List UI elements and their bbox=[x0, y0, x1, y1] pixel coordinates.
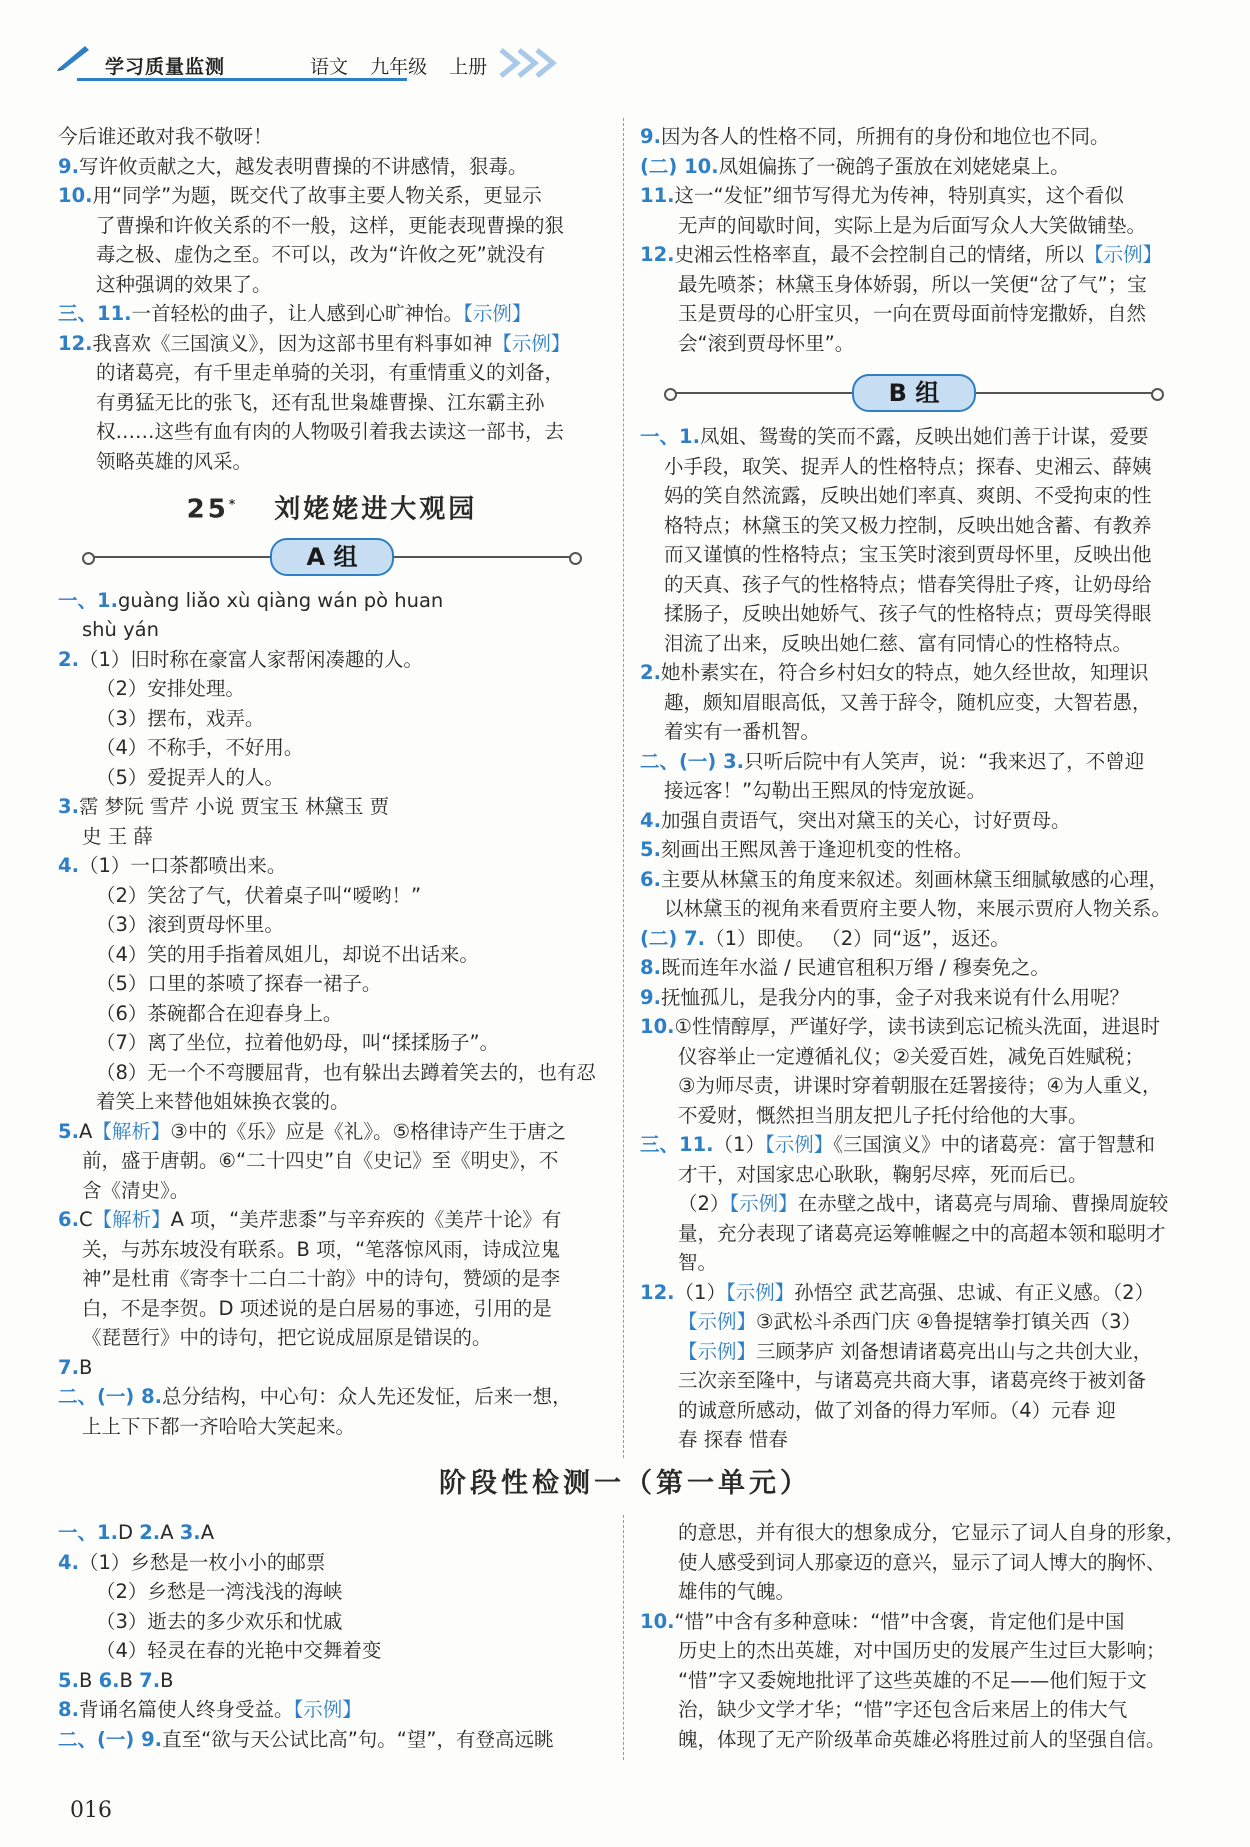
answer-text: 趣，颇知眉眼高低，又善于辞令，随机应变，大智若愚， bbox=[664, 690, 1152, 714]
answer-text: 一首轻松的曲子，让人感到心旷神怡。 bbox=[131, 302, 464, 325]
answer-tag: 【示例】 bbox=[293, 1698, 362, 1721]
answer-tag: 【示例】 bbox=[729, 1192, 798, 1215]
answer-text: （4）笑的用手指着凤姐儿，却说不出话来。 bbox=[96, 942, 479, 966]
question-number: 6. bbox=[98, 1668, 120, 1692]
answer-line bbox=[58, 615, 606, 645]
answer-line bbox=[58, 999, 606, 1029]
answer-text: 总分结构，中心句：众人先还发怔，后来一想， bbox=[162, 1385, 572, 1409]
answer-text: （3）摆布，戏弄。 bbox=[96, 706, 265, 730]
answer-line bbox=[58, 1176, 606, 1206]
question-number: 9. bbox=[58, 154, 79, 178]
question-number: 12. bbox=[640, 1280, 675, 1304]
question-number: 二、(一) 9. bbox=[58, 1727, 163, 1751]
answer-line bbox=[640, 1425, 1188, 1455]
answer-tag: 【示例】 bbox=[1084, 243, 1163, 266]
answer-text: （1）旧时称在豪富人家帮闲凑趣的人。 bbox=[78, 647, 423, 671]
answer-text: 凤姐偏拣了一碗鸽子蛋放在刘姥姥桌上。 bbox=[718, 154, 1070, 178]
answer-text: （1） bbox=[713, 1133, 765, 1156]
answer-line bbox=[58, 704, 606, 734]
answer-line bbox=[58, 1548, 606, 1578]
question-number: 7. bbox=[58, 1355, 79, 1379]
answer-text: 了曹操和许攸关系的不一般，这样，更能表现曹操的狠 bbox=[96, 213, 565, 237]
answer-line bbox=[58, 1205, 606, 1235]
answer-line bbox=[640, 481, 1188, 511]
answer-line bbox=[640, 629, 1188, 659]
answer-line bbox=[640, 1101, 1188, 1131]
answer-text: 不爱财，慨然担当朋友把儿子托付给他的大事。 bbox=[678, 1103, 1088, 1127]
answer-text: D bbox=[117, 1521, 140, 1544]
answer-text: 史湘云性格率直，最不会控制自己的情绪，所以 bbox=[674, 243, 1085, 266]
answer-line bbox=[58, 211, 606, 241]
answer-line bbox=[58, 240, 606, 270]
answer-text: 会“滚到贾母怀里”。 bbox=[678, 331, 855, 355]
question-number: 2. bbox=[139, 1521, 161, 1544]
right-column bbox=[640, 122, 1188, 1455]
answer-list-group-b bbox=[640, 422, 1188, 1455]
question-number: 4. bbox=[58, 1550, 79, 1574]
group-b-label: B 组 bbox=[852, 374, 976, 412]
answer-line bbox=[58, 152, 606, 182]
question-number: 3. bbox=[179, 1521, 201, 1544]
answer-tag: 【示例】 bbox=[764, 1133, 834, 1156]
answer-line bbox=[640, 1307, 1188, 1337]
question-number: 9. bbox=[640, 985, 661, 1009]
answer-text: 三顾茅庐 刘备想请诸葛亮出山与之共创大业， bbox=[756, 1339, 1153, 1363]
answer-line bbox=[640, 658, 1188, 688]
answer-text: ③中的《乐》应是《礼》。⑤格律诗产生于唐之 bbox=[170, 1119, 567, 1143]
answer-line bbox=[58, 447, 606, 477]
answer-line bbox=[640, 1130, 1188, 1160]
answer-text: ①性情醇厚，严谨好学，读书读到忘记梳头洗面，进退时 bbox=[674, 1015, 1161, 1038]
answer-text: 主要从林黛玉的角度来叙述。刻画林黛玉细腻敏感的心理， bbox=[660, 867, 1168, 891]
answer-text: （1）一口茶都喷出来。 bbox=[78, 854, 287, 878]
answer-line bbox=[58, 1235, 606, 1265]
header-title: 学习质量监测 bbox=[105, 56, 226, 78]
answer-text: 才干，对国家忠心耿耿，鞠躬尽瘁，死而后已。 bbox=[678, 1162, 1088, 1186]
question-number: 二、(一) 3. bbox=[640, 749, 745, 773]
answer-line bbox=[58, 733, 606, 763]
answer-line bbox=[640, 1518, 1188, 1548]
answer-line bbox=[640, 152, 1188, 182]
answer-line bbox=[58, 1146, 606, 1176]
answer-text: 凤姐、鸳鸯的笑而不露，反映出她们善于计谋，爱要 bbox=[699, 425, 1149, 448]
answer-text: 最先喷茶；林黛玉身体娇弱，所以一笑便“岔了气”；宝 bbox=[678, 272, 1147, 296]
answer-text: 霑 梦阮 雪芹 小说 贾宝玉 林黛玉 贾 bbox=[78, 795, 390, 819]
answer-text: 智。 bbox=[678, 1251, 718, 1274]
answer-tag: 【示例】 bbox=[678, 1310, 757, 1333]
answer-line bbox=[640, 1577, 1188, 1607]
answer-text: 以林黛玉的视角来看贾府主要人物，来展示贾府人物关系。 bbox=[664, 897, 1172, 920]
answer-text: B bbox=[160, 1668, 174, 1692]
answer-list-stage-right bbox=[640, 1518, 1188, 1754]
answer-text: 着实有一番机智。 bbox=[664, 720, 821, 743]
answer-text: 写许攸贡献之大，越发表明曹操的不讲感情，狠毒。 bbox=[78, 154, 528, 178]
answer-line bbox=[640, 1278, 1188, 1308]
answer-line bbox=[640, 240, 1188, 270]
answer-line bbox=[640, 329, 1188, 359]
answer-text: 白，不是李贺。D 项述说的是白居易的事迹，引用的是 bbox=[82, 1296, 552, 1320]
question-number: 7. bbox=[139, 1668, 161, 1692]
answer-text: 的诸葛亮，有千里走单骑的关羽，有重情重义的刘备， bbox=[96, 361, 565, 384]
answer-line bbox=[640, 1695, 1188, 1725]
answer-text: 小手段，取笑、捉弄人的性格特点；探春、史湘云、薛姨 bbox=[664, 454, 1152, 478]
answer-line bbox=[58, 645, 606, 675]
answer-list-right-top bbox=[640, 122, 1188, 358]
answer-line bbox=[58, 969, 606, 999]
lesson-number: 25 bbox=[186, 494, 229, 525]
answer-line bbox=[640, 452, 1188, 482]
stage-test-title: 阶段性检测一（第一单元） bbox=[439, 1468, 811, 1499]
page-number: 016 bbox=[70, 1798, 112, 1823]
answer-text: ③武松斗杀西门庆 ④鲁提辖拳打镇关西（3） bbox=[756, 1310, 1142, 1333]
question-number: (二) 10. bbox=[640, 154, 719, 178]
answer-text: 这一“发怔”细节写得尤为传神，特别真实，这个看似 bbox=[674, 184, 1124, 207]
answer-text: 接远客！”勾勒出王熙凤的恃宠放诞。 bbox=[664, 779, 987, 802]
answer-text: 治，缺少文学才华；“惜”字还包含后来居上的伟大气 bbox=[678, 1698, 1128, 1721]
answer-text: 《琵琶行》中的诗句，把它说成屈原是错误的。 bbox=[82, 1326, 492, 1350]
answer-line bbox=[640, 865, 1188, 895]
answer-line bbox=[58, 1058, 606, 1088]
question-number: 一、1. bbox=[640, 425, 700, 448]
answer-line bbox=[58, 1294, 606, 1324]
answer-text: 雄伟的气魄。 bbox=[678, 1580, 796, 1603]
answer-line bbox=[640, 1725, 1188, 1755]
answer-text: 今后谁还敢对我不敬呀！ bbox=[58, 125, 273, 148]
answer-text: “惜”字又委婉地批评了这些英雄的不足——他们短于文 bbox=[678, 1668, 1147, 1692]
answer-text: 使人感受到词人那豪迈的意兴，显示了词人博大的胸怀、 bbox=[678, 1550, 1166, 1574]
answer-text: （7）离了坐位，拉着他奶母，叫“揉揉肠子”。 bbox=[96, 1031, 500, 1055]
answer-line bbox=[58, 299, 606, 329]
question-number: 6. bbox=[640, 867, 661, 891]
answer-line bbox=[58, 181, 606, 211]
answer-text: （3）逝去的多少欢乐和忧戚 bbox=[96, 1609, 343, 1633]
question-number: 二、(一) 8. bbox=[58, 1385, 163, 1409]
answer-line bbox=[640, 1189, 1188, 1219]
question-number: 12. bbox=[58, 331, 93, 355]
answer-line bbox=[640, 983, 1188, 1013]
answer-text: 权……这些有血有肉的人物吸引着我去读这一部书，去 bbox=[96, 420, 565, 443]
answer-text: B bbox=[119, 1668, 140, 1692]
answer-line bbox=[58, 851, 606, 881]
answer-line bbox=[58, 674, 606, 704]
answer-text: 上上下下都一齐哈哈大笑起来。 bbox=[82, 1414, 356, 1438]
answer-line bbox=[640, 211, 1188, 241]
answer-line bbox=[58, 122, 606, 152]
question-number: 11. bbox=[640, 184, 675, 207]
answer-line bbox=[640, 1071, 1188, 1101]
answer-text: 格特点；林黛玉的笑又极力控制，反映出她含蓄、有教养 bbox=[664, 513, 1152, 537]
answer-text: 含《清史》。 bbox=[82, 1178, 190, 1202]
answer-line bbox=[640, 1366, 1188, 1396]
answer-text: A bbox=[78, 1119, 93, 1143]
answer-text: A bbox=[200, 1521, 215, 1544]
answer-line bbox=[640, 1248, 1188, 1278]
answer-text: （1）乡愁是一枚小小的邮票 bbox=[78, 1550, 326, 1574]
answer-text: 刻画出王熙凤善于逢迎机变的性格。 bbox=[660, 838, 973, 861]
answer-text: 的天真、孩子气的性格特点；惜春笑得肚子疼，让奶母给 bbox=[664, 572, 1152, 596]
answer-text: （4）轻灵在春的光艳中交舞着变 bbox=[96, 1639, 382, 1662]
question-number: 12. bbox=[640, 243, 675, 266]
answer-line bbox=[58, 1725, 606, 1755]
answer-text: 无声的间歇时间，实际上是为后面写众人大笑做铺垫。 bbox=[678, 213, 1147, 237]
answer-line bbox=[640, 953, 1188, 983]
answer-text: 泪流了出来，反映出她仁慈、富有同情心的性格特点。 bbox=[664, 631, 1133, 655]
question-number: 一、1. bbox=[58, 1521, 118, 1544]
answer-text: B bbox=[78, 1668, 99, 1692]
answer-line bbox=[640, 540, 1188, 570]
column-divider bbox=[623, 1515, 624, 1760]
answer-line bbox=[58, 940, 606, 970]
answer-text: shù yán bbox=[82, 618, 159, 642]
answer-text: 只听后院中有人笑声，说：“我来迟了，不曾迎 bbox=[744, 749, 1145, 773]
question-number: 2. bbox=[640, 661, 661, 684]
question-number: 5. bbox=[58, 1119, 79, 1143]
answer-text: 仪容举止一定遵循礼仪；②关爱百姓，减免百姓赋税； bbox=[678, 1044, 1144, 1068]
answer-text: （3）滚到贾母怀里。 bbox=[96, 913, 284, 937]
question-number: 5. bbox=[640, 838, 661, 861]
answer-line bbox=[58, 1636, 606, 1666]
answer-text: A bbox=[160, 1521, 180, 1544]
answer-line bbox=[640, 1666, 1188, 1696]
question-number: 8. bbox=[640, 956, 661, 979]
answer-line bbox=[640, 717, 1188, 747]
answer-tag: 【解析】 bbox=[92, 1208, 171, 1232]
question-number: 2. bbox=[58, 647, 79, 671]
answer-text: 因为各人的性格不同，所拥有的身份和地位也不同。 bbox=[660, 125, 1110, 148]
answer-list-group-a bbox=[58, 586, 606, 1442]
answer-line bbox=[640, 511, 1188, 541]
answer-text: 毒之极、虚伪之至。不可以，改为“许攸之死”就没有 bbox=[96, 243, 546, 266]
answer-text: 我喜欢《三国演义》，因为这部书里有料事如神 bbox=[92, 331, 493, 355]
answer-text: 抚恤孤儿，是我分内的事，金子对我来说有什么用呢？ bbox=[660, 985, 1129, 1009]
group-a-label: A 组 bbox=[270, 538, 394, 576]
answer-line bbox=[640, 1012, 1188, 1042]
answer-text: （8）无一个不弯腰屈背，也有躲出去蹲着笑去的，也有忍 bbox=[96, 1060, 596, 1084]
answer-line bbox=[58, 388, 606, 418]
page-header bbox=[55, 40, 525, 80]
answer-tag: 【示例】 bbox=[678, 1339, 757, 1363]
answer-line bbox=[640, 747, 1188, 777]
answer-line bbox=[58, 1087, 606, 1117]
answer-text: 的意思，并有很大的想象成分，它显示了词人自身的形象， bbox=[678, 1521, 1186, 1544]
answer-line bbox=[640, 599, 1188, 629]
question-number: 4. bbox=[640, 808, 661, 832]
answer-text: 神”是杜甫《寄李十二白二十韵》中的诗句，赞颂的是李 bbox=[82, 1267, 561, 1291]
answer-line bbox=[640, 299, 1188, 329]
answer-text: 的诚意所感动，做了刘备的得力军师。（4）元春 迎 bbox=[678, 1398, 1116, 1422]
answer-text: 背诵名篇使人终身受益。 bbox=[78, 1698, 294, 1721]
answer-line bbox=[640, 688, 1188, 718]
answer-text: 领略英雄的风采。 bbox=[96, 449, 253, 473]
answer-text: 关，与苏东坡没有联系。B 项，“笔落惊风雨，诗成泣鬼 bbox=[82, 1237, 561, 1261]
question-number: 三、11. bbox=[640, 1133, 714, 1156]
answer-text: 而又谨慎的性格特点；宝玉笑时滚到贾母怀里，反映出他 bbox=[664, 543, 1152, 566]
answer-text: （1） bbox=[674, 1280, 726, 1304]
answer-line bbox=[640, 1548, 1188, 1578]
answer-line bbox=[640, 894, 1188, 924]
lesson-mark: * bbox=[228, 497, 239, 511]
question-number: 9. bbox=[640, 125, 661, 148]
answer-line bbox=[640, 270, 1188, 300]
answer-text: A 项，“美芹悲黍”与辛弃疾的《美芹十论》有 bbox=[170, 1208, 562, 1232]
answer-text: （4）不称手，不好用。 bbox=[96, 736, 304, 760]
answer-text: 史 王 薛 bbox=[82, 824, 153, 848]
answer-line bbox=[58, 792, 606, 822]
answer-text: 三次亲至隆中，与诸葛亮共商大事，诸葛亮终于被刘备 bbox=[678, 1369, 1147, 1392]
answer-text: 直至“欲与天公试比高”句。“望”，有登高远眺 bbox=[162, 1727, 554, 1751]
answer-text: 着笑上来替他姐妹换衣裳的。 bbox=[96, 1090, 350, 1114]
answer-line bbox=[640, 1337, 1188, 1367]
question-number: 5. bbox=[58, 1668, 79, 1692]
answer-line bbox=[58, 417, 606, 447]
question-number: 10. bbox=[58, 184, 93, 207]
answer-text: 加强自责语气，突出对黛玉的关心，讨好贾母。 bbox=[660, 808, 1071, 832]
answer-text: 历史上的杰出英雄，对中国历史的发展产生过巨大影响； bbox=[678, 1639, 1166, 1662]
answer-line bbox=[58, 1028, 606, 1058]
answer-text: B bbox=[78, 1355, 93, 1379]
group-a-banner bbox=[58, 536, 606, 578]
answer-line bbox=[640, 776, 1188, 806]
answer-text: （2）笑岔了气，伏着桌子叫“嗳哟！” bbox=[96, 883, 422, 907]
answer-text: （2）安排处理。 bbox=[96, 677, 245, 701]
answer-line bbox=[58, 1577, 606, 1607]
answer-text: 揉肠子，反映出她娇气、孩子气的性格特点；贾母笑得眼 bbox=[664, 602, 1152, 625]
answer-line bbox=[58, 1412, 606, 1442]
answer-text: 量，充分表现了诸葛亮运筹帷幄之中的高超本领和聪明才 bbox=[678, 1221, 1166, 1245]
answer-line bbox=[58, 329, 606, 359]
lesson-title bbox=[58, 484, 606, 530]
answer-text: ③为师尽责，讲课时穿着朝服在廷署接待；④为人重义， bbox=[678, 1074, 1162, 1097]
column-divider bbox=[623, 118, 624, 1458]
answer-line bbox=[58, 1117, 606, 1147]
answer-line bbox=[640, 1042, 1188, 1072]
question-number: 3. bbox=[58, 795, 79, 819]
answer-text: 有勇猛无比的张飞，还有乱世枭雄曹操、江东霸主孙 bbox=[96, 390, 545, 414]
answer-text: 孙悟空 武艺高强、忠诚、有正义感。（2） bbox=[794, 1280, 1155, 1304]
header-subject-info bbox=[310, 52, 503, 79]
answer-text: 魄，体现了无产阶级革命英雄必将胜过前人的坚强自信。 bbox=[678, 1727, 1166, 1751]
answer-text: 在赤壁之战中，诸葛亮与周瑜、曹操周旋较 bbox=[797, 1192, 1169, 1215]
answer-line bbox=[640, 806, 1188, 836]
answer-text: guàng liǎo xù qiàng wán pò huan bbox=[117, 588, 444, 612]
lesson-name: 刘姥姥进大观园 bbox=[274, 494, 478, 525]
answer-line bbox=[640, 422, 1188, 452]
answer-tag: 【示例】 bbox=[725, 1280, 795, 1304]
answer-text: 春 探春 惜春 bbox=[678, 1428, 788, 1451]
answer-line bbox=[58, 1666, 606, 1696]
header-volume: 上册 bbox=[449, 56, 488, 78]
answer-line bbox=[58, 586, 606, 616]
answer-line bbox=[58, 1518, 606, 1548]
answer-line bbox=[58, 270, 606, 300]
answer-text: （2）乡愁是一湾浅浅的海峡 bbox=[96, 1580, 343, 1603]
answer-line bbox=[58, 1353, 606, 1383]
answer-line bbox=[640, 924, 1188, 954]
answer-line bbox=[58, 1695, 606, 1725]
answer-text: （6）茶碗都合在迎春身上。 bbox=[96, 1001, 343, 1025]
question-number: 8. bbox=[58, 1698, 79, 1721]
answer-text: 《三国演义》中的诸葛亮：富于智慧和 bbox=[833, 1133, 1155, 1156]
question-number: 三、11. bbox=[58, 302, 132, 325]
answer-text: “惜”中含有多种意味：“惜”中含褒，肯定他们是中国 bbox=[674, 1609, 1125, 1633]
answer-text: （5）爱捉弄人的人。 bbox=[96, 765, 284, 789]
answer-text: 用“同学”为题，既交代了故事主要人物关系，更显示 bbox=[92, 184, 542, 207]
answer-text: 前，盛于唐朝。⑥“二十四史”自《史记》至《明史》，不 bbox=[82, 1149, 559, 1173]
answer-text: C bbox=[78, 1208, 93, 1232]
answer-line bbox=[640, 570, 1188, 600]
question-number: 一、1. bbox=[58, 588, 118, 612]
answer-tag: 【示例】 bbox=[492, 331, 571, 355]
answer-text: （5）口里的茶喷了探春一裙子。 bbox=[96, 972, 382, 996]
chevron-right-icon bbox=[495, 46, 575, 80]
question-number: 6. bbox=[58, 1208, 79, 1232]
answer-text: 玉是贾母的心肝宝贝，一向在贾母面前恃宠撒娇，自然 bbox=[678, 302, 1147, 325]
answer-line bbox=[58, 822, 606, 852]
header-grade: 九年级 bbox=[370, 56, 428, 78]
question-number: 4. bbox=[58, 854, 79, 878]
answer-line bbox=[640, 1219, 1188, 1249]
answer-line bbox=[58, 1323, 606, 1353]
answer-text: 她朴素实在，符合乡村妇女的特点，她久经世故，知理识 bbox=[660, 661, 1149, 684]
answer-line bbox=[640, 1636, 1188, 1666]
answer-list-stage-left bbox=[58, 1518, 606, 1754]
answer-line bbox=[58, 763, 606, 793]
answer-text: 妈的笑自然流露，反映出她们率真、爽朗、不受拘束的性 bbox=[664, 484, 1152, 507]
question-number: 10. bbox=[640, 1015, 675, 1038]
answer-line bbox=[58, 1264, 606, 1294]
answer-line bbox=[640, 181, 1188, 211]
answer-line bbox=[640, 1607, 1188, 1637]
answer-list-left-top bbox=[58, 122, 606, 476]
answer-line bbox=[640, 1396, 1188, 1426]
answer-text: 既而连年水溢 / 民逋官租积万缗 / 穆奏免之。 bbox=[660, 956, 1050, 979]
answer-line bbox=[640, 1160, 1188, 1190]
answer-line bbox=[58, 910, 606, 940]
group-b-banner bbox=[640, 372, 1188, 414]
question-number: 10. bbox=[640, 1609, 675, 1633]
header-subject: 语文 bbox=[310, 56, 349, 78]
answer-text: 这种强调的效果了。 bbox=[96, 272, 272, 296]
answer-text: （2） bbox=[678, 1192, 730, 1215]
answer-tag: 【示例】 bbox=[463, 302, 532, 325]
answer-line bbox=[58, 358, 606, 388]
answer-line bbox=[640, 122, 1188, 152]
question-number: (二) 7. bbox=[640, 926, 706, 950]
answer-line bbox=[58, 1382, 606, 1412]
answer-line bbox=[58, 1607, 606, 1637]
answer-text: （1）即使。 （2）同“返”，返还。 bbox=[705, 926, 1010, 950]
answer-line bbox=[640, 835, 1188, 865]
answer-line bbox=[58, 881, 606, 911]
answer-tag: 【解析】 bbox=[92, 1119, 171, 1143]
left-column bbox=[58, 122, 606, 1441]
